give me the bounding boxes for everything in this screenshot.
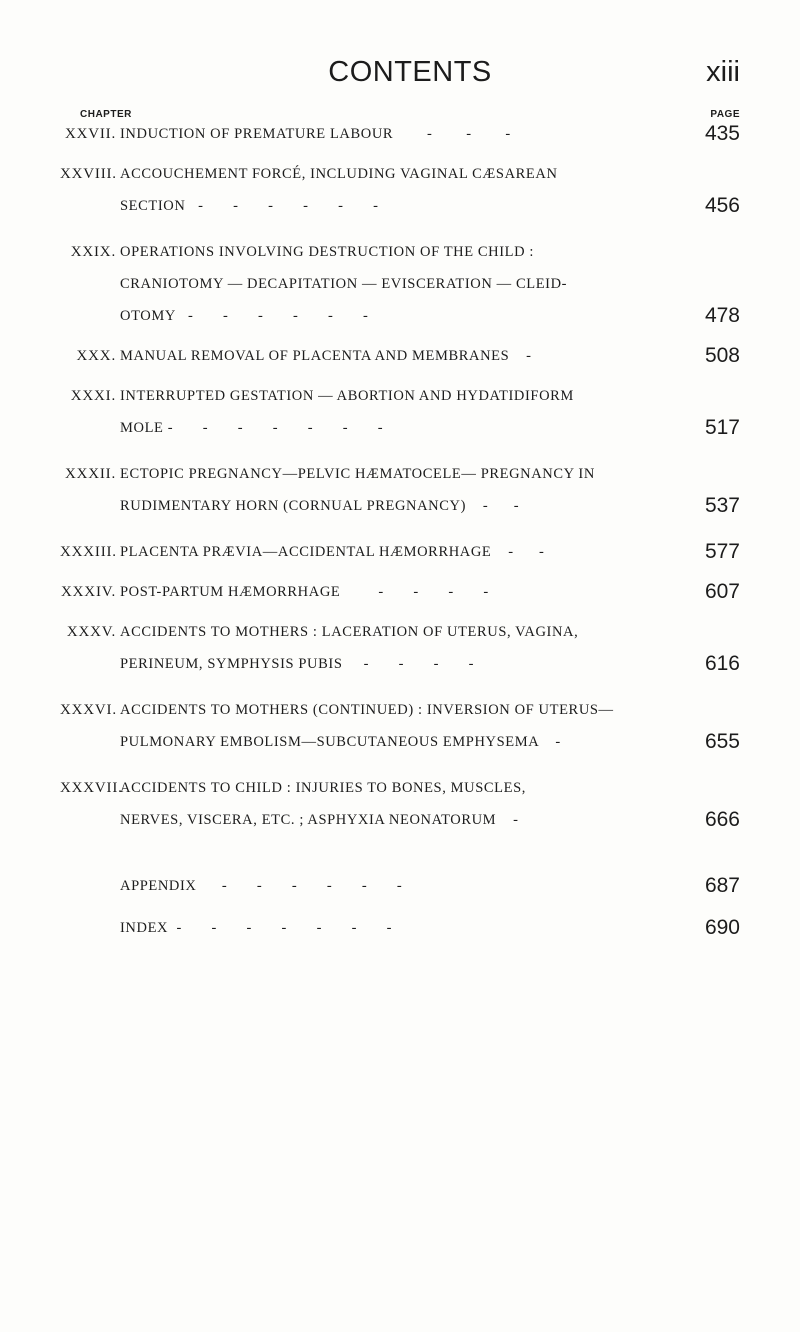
chapter-title [120,380,695,444]
page-reference: 478 [704,304,740,327]
chapter-number: XXXVII. [60,780,123,796]
chapter-title-line: ECTOPIC PREGNANCY—PELVIC HÆMATOCELE— PREGNANCY IN [120,466,595,482]
page-reference: 655 [704,730,740,753]
chapter-title-line: APPENDIX - - - - - - [120,878,403,894]
chapter-title [120,576,695,608]
chapter-title [120,694,695,758]
chapter-title [120,912,695,944]
chapter-column-heading: CHAPTER [80,109,132,120]
page-reference: 517 [704,416,740,439]
chapter-title-line: CRANIOTOMY — DECAPITATION — EVISCERATION — CLEID- [120,276,568,292]
chapter-title-line: POST-PARTUM HÆMORRHAGE - - - - [120,584,489,600]
page-reference: 577 [704,540,740,563]
page-number: xiii [706,56,740,88]
chapter-title [120,458,695,522]
chapter-title-line: ACCOUCHEMENT FORCÉ, INCLUDING VAGINAL CÆSAREAN [120,166,558,182]
page-reference: 687 [704,874,740,897]
page-reference: 435 [704,122,740,145]
chapter-title-line: ACCIDENTS TO CHILD : INJURIES TO BONES, MUSCLES, [120,780,526,796]
chapter-title-line: ACCIDENTS TO MOTHERS (CONTINUED) : INVERSION OF UTERUS— [120,702,614,718]
chapter-title-line: PERINEUM, SYMPHYSIS PUBIS - - - - [120,656,475,672]
page-reference: 690 [704,916,740,939]
chapter-title-line: PLACENTA PRÆVIA—ACCIDENTAL HÆMORRHAGE - - [120,544,545,560]
chapter-title-line: OPERATIONS INVOLVING DESTRUCTION OF THE CHILD : [120,244,535,260]
chapter-number: XXXII. [64,466,116,482]
chapter-title-line: ACCIDENTS TO MOTHERS : LACERATION OF UTERUS, VAGINA, [120,624,579,640]
chapter-title [120,772,695,836]
chapter-title [120,158,695,222]
chapter-number: XXIX. [70,244,116,260]
page-reference: 616 [704,652,740,675]
chapter-title-line: SECTION - - - - - - [120,198,379,214]
chapter-title-line: MOLE - - - - - - - [120,420,384,436]
page-reference: 537 [704,494,740,517]
chapter-title-line: INDUCTION OF PREMATURE LABOUR - - - [120,126,511,142]
page-reference: 607 [704,580,740,603]
chapter-title-line: NERVES, VISCERA, ETC. ; ASPHYXIA NEONATORUM - [120,812,519,828]
chapter-title [120,870,695,902]
chapter-title [120,616,695,680]
chapter-number: XXXVI. [60,702,117,718]
chapter-number: XXVII. [64,126,116,142]
page-reference: 456 [704,194,740,217]
chapter-title [120,236,695,332]
chapter-title [120,536,695,568]
chapter-title-line: RUDIMENTARY HORN (CORNUAL PREGNANCY) - - [120,498,520,514]
chapter-title-line: PULMONARY EMBOLISM—SUBCUTANEOUS EMPHYSEMA - [120,734,561,750]
page-title: CONTENTS [328,56,492,88]
page-reference: 666 [704,808,740,831]
chapter-title-line: INDEX - - - - - - - [120,920,392,936]
chapter-title-line: MANUAL REMOVAL OF PLACENTA AND MEMBRANES - [120,348,532,364]
chapter-title-line: INTERRUPTED GESTATION — ABORTION AND HYDATIDIFORM [120,388,574,404]
chapter-number: XXXI. [70,388,116,404]
chapter-title [120,340,695,372]
chapter-number: XXXIII. [60,544,117,560]
chapter-title-line: OTOMY - - - - - - [120,308,369,324]
chapter-number: XXVIII. [60,166,117,182]
chapter-number: XXXIV. [61,584,116,600]
chapter-title [120,118,695,150]
chapter-number: XXXV. [66,624,116,640]
page-reference: 508 [704,344,740,367]
page-header [80,56,740,96]
page-column-heading: PAGE [710,109,740,120]
chapter-number: XXX. [76,348,116,364]
